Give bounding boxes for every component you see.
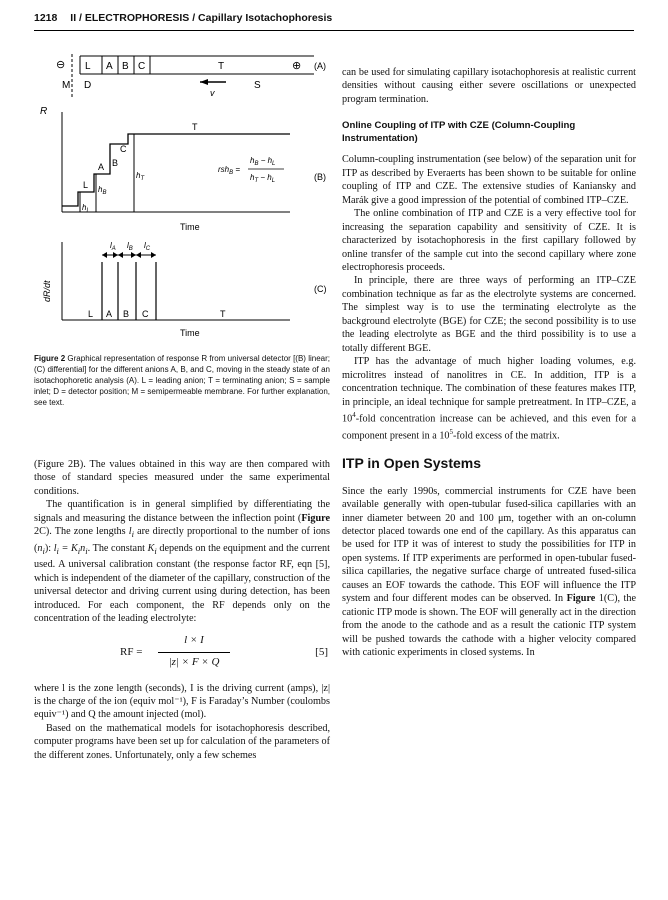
step-a: A [98,162,105,172]
c-zone-b: B [123,309,130,319]
running-header [34,12,634,30]
left-paragraph-2: The quantification is in general simplified by differentiating the signals and measuring the distance between the inflection point (Figure 2C). The zone lengths $l_i$ are directly proportional to the number of ions $(n_i)$: $l_i = K_in_i$. The constant $K_i$ depends on the equipment and the current used. A universal calibration constant (the response factor RF, eqn [5], which is independent of the diameter of the capillary, construction of the universal detector and driving current using during detection, has been introduced. For each component, the RF depends only on the concentration of the leading electrolyte: [34,499,330,625]
step-c: C [120,144,127,154]
equation-number: [5] [315,645,328,658]
zone-a: A [106,61,113,72]
subsection-heading: Online Coupling of ITP with CZE (Column-Coupling Instrumentation) [342,120,576,144]
zone-b: B [122,61,129,72]
panel-c-label: (C) [314,284,327,294]
panel-c-y-axis [42,280,52,302]
arrowhead [136,252,141,258]
right-paragraph-4: In principle, there are three ways of performing an ITP–CZE combination technique as far as the electrolyte systems are concerned. The simplest way is to use the terminating electrolyte as the background electrolyte (BGE) for CZE; the second possibility is to use the leading electrolyte as BGE and the third possibility is to use a totally different BGE. [342,275,636,354]
c-zone-c: C [142,309,149,319]
length-a: $l_A$ [110,241,116,252]
caption-text: Graphical representation of response R from universal detector [(B) linear; (C) differential] for the different anions A, B, and C, moving in the steady state of an isotachophoretic analysis (A). L = leading anion; T = terminating anion; S = sample inlet; D = detector position; M = semipermeable membrane. For further explanation, see text. [34,354,330,407]
page-number: 1218 [34,12,58,24]
membrane-label: M [62,80,71,91]
c-zone-a: A [106,309,113,319]
left-paragraph-1: (Figure 2B). The values obtained in this way are then compared with those of standard species measured under the same experimental conditions. [34,459,330,497]
right-paragraph-6: Since the early 1990s, commercial instruments for CZE have been available generally with open-tubular fused-silica capillaries with an inner diameter between 20 and 100 μm, together with an on-column detector placed towards one end of the capillary. As this apparatus can be used for ITP it was of interest to study the possibilities for ITP in open systems. If ITP experiments are performed in open-tubular fused-silica capillaries, the negative surface charge of untreated fused-silica causes an EOF towards the cathode. This EOF will influence the ITP system and four different modes can be observed. In Figure 1(C), the cationic ITP mode is shown. The EOF will generally act in the direction from the anode to the cathode and as a result the cationic ITP system will be pushed towards the cathode with a higher velocity compared with cationic experiments in closed systems. In [342,485,636,659]
left-paragraph-3: where l is the zone length (seconds), I is the driving current (amps), |z| is the charge of the ion (equiv mol⁻¹), F is Faraday’s Number (coulombs equiv⁻¹) and Q the amount injected (mol). [34,682,330,721]
length-c: $l_C$ [144,241,151,252]
arrowhead [131,252,136,258]
fraction-numerator: $h_B - h_L$ [250,156,276,167]
svg-text:dR/dt: dR/dt [42,280,52,302]
figure-caption [34,354,330,409]
sample-inlet-label: S [254,80,261,91]
arrowhead [118,252,123,258]
step-t: T [192,122,198,132]
figure-2 [40,40,330,350]
rsh-b-label: rsh$_B$ = [218,165,241,176]
left-column [34,458,330,762]
right-paragraph-2: Column-coupling instrumentation (see below) of the separation unit for ITP as described by Everaerts has been shown to be suitable for online coupling of ITP and CZE. The extensive studies of Kaniansky and Marák give a good impression of the potential of combined ITP–CZE. [342,154,636,206]
section-heading: ITP in Open Systems [342,454,482,471]
velocity-arrowhead [200,79,208,85]
running-title: II / ELECTROPHORESIS / Capillary Isotachophoresis [70,12,333,24]
plus-terminal: ⊕ [292,60,302,72]
step-b: B [112,158,119,168]
right-paragraph-5: ITP has the advantage of much higher loading volumes, e.g. microlitres instead of nanolitres in CE. In addition, ITP is a concentration technique. The combination of these features makes ITP, in principle, an ideal technique for sample pretreatment. In ITP–CZE, a $10^4$-fold concentration increase can be achieved, and this even for a component present in a $10^5$-fold excess of the matrix. [342,356,636,442]
left-paragraph-4: Based on the mathematical models for isotachophoresis described, computer programs have been set up for calculation of the parameters of the different zones. Unfortunately, only a few schemes [34,722,330,761]
equation-fraction-bar [158,652,230,653]
equation-denominator: |z| × F × Q [168,655,220,668]
equation-5 [34,632,330,676]
h-l-label: $h_L$ [82,203,90,214]
minus-terminal: ⊖ [56,59,66,71]
arrowhead [113,252,118,258]
h-b-label: $h_B$ [98,185,107,196]
c-zone-l: L [88,309,94,319]
zone-l: L [85,61,91,72]
step-l: L [83,180,89,190]
panel-b-label: (B) [314,172,326,182]
panel-b-y-axis: R [40,106,48,117]
equation-numerator: l × I [184,633,204,646]
length-b: $l_B$ [127,241,133,252]
panel-a-label: (A) [314,61,326,71]
fraction-denominator: $h_T - h_L$ [250,173,276,184]
c-zone-t: T [220,309,226,319]
caption-label: Figure 2 [34,354,66,363]
velocity-label: v [210,88,215,98]
header-rule [34,30,634,31]
arrowhead [102,252,107,258]
zone-c: C [138,61,146,72]
right-paragraph-1: can be used for simulating capillary isotachophoresis at realistic current densities without causing either severe oscillations or unexpected program termination. [342,67,636,105]
panel-b-x-axis: Time [180,222,200,232]
detector-label: D [84,80,92,91]
right-paragraph-3: The online combination of ITP and CZE is a very effective tool for increasing the separation capability and sensitivity of CZE. It is characterized by isotachophoresis in the first capillary followed by online transfer of the sample cut into the second capillary where zone electrophoresis proceeds. [342,208,636,273]
panel-c-x-axis: Time [180,328,200,338]
figure-2-diagram [40,40,330,350]
arrowhead [151,252,156,258]
equation-lhs: RF = [120,645,143,658]
right-column [342,66,636,660]
h-t-label: $h_T$ [136,171,145,182]
zone-t: T [218,61,225,72]
